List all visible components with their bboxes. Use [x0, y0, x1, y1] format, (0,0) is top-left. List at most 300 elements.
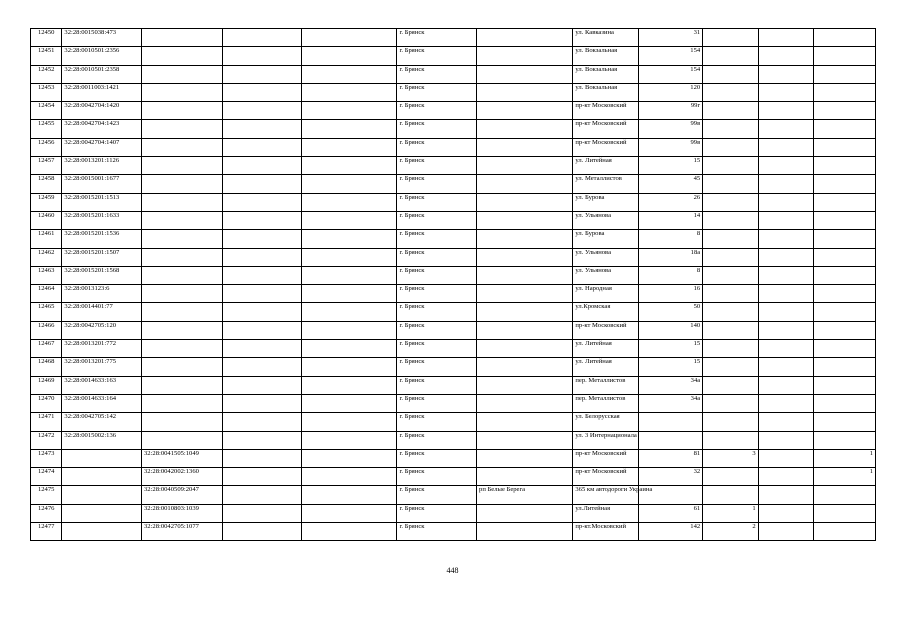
city-cell: г. Брянск	[397, 468, 477, 486]
city-cell: г. Брянск	[397, 211, 477, 229]
building-cadastral-number-cell: 32:28:0042705:1077	[141, 523, 222, 541]
count-cell-2	[814, 102, 876, 120]
house-number-cell: 34а	[639, 376, 703, 394]
empty-cell	[758, 47, 813, 65]
street-cell: пр-кт Московский	[573, 138, 639, 156]
house-number-cell: 8	[639, 266, 703, 284]
street-cell: 365 км автодороги Украина	[573, 486, 639, 504]
settlement-cell	[477, 175, 573, 193]
count-cell-2	[814, 230, 876, 248]
registry-table	[30, 28, 876, 541]
cadastral-number-cell	[62, 504, 142, 522]
count-cell	[703, 211, 758, 229]
house-number-cell: 61	[639, 504, 703, 522]
city-cell: г. Брянск	[397, 504, 477, 522]
building-cadastral-number-cell: 32:28:0041505:1049	[141, 449, 222, 467]
empty-cell	[222, 120, 302, 138]
empty-cell	[222, 431, 302, 449]
empty-cell	[302, 47, 397, 65]
empty-cell	[302, 321, 397, 339]
empty-cell	[302, 29, 397, 47]
empty-cell	[758, 504, 813, 522]
building-cadastral-number-cell: 32:28:0042002:1360	[141, 468, 222, 486]
row-number-cell: 12473	[31, 449, 62, 467]
city-cell: г. Брянск	[397, 65, 477, 83]
page-number: 448	[446, 566, 459, 575]
row-number-cell: 12476	[31, 504, 62, 522]
street-cell: ул. 3 Интернационала	[573, 431, 639, 449]
house-number-cell	[639, 413, 703, 431]
table-row	[31, 523, 876, 541]
house-number-cell: 18а	[639, 248, 703, 266]
city-cell: г. Брянск	[397, 248, 477, 266]
house-number-cell: 16	[639, 285, 703, 303]
empty-cell	[302, 102, 397, 120]
empty-cell	[302, 230, 397, 248]
empty-cell	[758, 138, 813, 156]
count-cell	[703, 193, 758, 211]
count-cell	[703, 138, 758, 156]
city-cell: г. Брянск	[397, 340, 477, 358]
empty-cell	[758, 120, 813, 138]
table-row	[31, 449, 876, 467]
city-cell: г. Брянск	[397, 449, 477, 467]
empty-cell	[302, 138, 397, 156]
settlement-cell	[477, 29, 573, 47]
cadastral-number-cell	[62, 468, 142, 486]
count-cell	[703, 65, 758, 83]
settlement-cell	[477, 230, 573, 248]
row-number-cell: 12471	[31, 413, 62, 431]
street-cell: ул. Вокзальная	[573, 83, 639, 101]
empty-cell	[302, 376, 397, 394]
count-cell-2	[814, 266, 876, 284]
street-cell: ул. Литейная	[573, 358, 639, 376]
count-cell-2	[814, 285, 876, 303]
empty-cell	[758, 193, 813, 211]
empty-cell	[302, 83, 397, 101]
table-row	[31, 65, 876, 83]
empty-cell	[222, 358, 302, 376]
house-number-cell: 99в	[639, 120, 703, 138]
settlement-cell	[477, 138, 573, 156]
empty-cell	[302, 358, 397, 376]
city-cell: г. Брянск	[397, 230, 477, 248]
empty-cell	[222, 138, 302, 156]
cadastral-number-cell: 32:28:0015201:1536	[62, 230, 142, 248]
count-cell-2	[814, 248, 876, 266]
row-number-cell: 12460	[31, 211, 62, 229]
building-cadastral-number-cell	[141, 321, 222, 339]
empty-cell	[222, 266, 302, 284]
building-cadastral-number-cell	[141, 303, 222, 321]
building-cadastral-number-cell: 32:28:0010803:1039	[141, 504, 222, 522]
empty-cell	[758, 394, 813, 412]
count-cell	[703, 266, 758, 284]
empty-cell	[222, 340, 302, 358]
street-cell: ул. Литейная	[573, 157, 639, 175]
empty-cell	[758, 468, 813, 486]
house-number-cell: 34а	[639, 394, 703, 412]
empty-cell	[302, 431, 397, 449]
empty-cell	[222, 523, 302, 541]
settlement-cell	[477, 394, 573, 412]
cadastral-number-cell: 32:28:0013201:772	[62, 340, 142, 358]
house-number-cell: 154	[639, 65, 703, 83]
count-cell	[703, 157, 758, 175]
street-cell: пер. Металлистов	[573, 376, 639, 394]
settlement-cell	[477, 248, 573, 266]
empty-cell	[758, 431, 813, 449]
empty-cell	[222, 83, 302, 101]
row-number-cell: 12451	[31, 47, 62, 65]
cadastral-number-cell: 32:28:0042705:120	[62, 321, 142, 339]
settlement-cell	[477, 47, 573, 65]
empty-cell	[302, 285, 397, 303]
house-number-cell: 140	[639, 321, 703, 339]
empty-cell	[222, 102, 302, 120]
empty-cell	[222, 376, 302, 394]
cadastral-number-cell: 32:28:0015201:1568	[62, 266, 142, 284]
empty-cell	[758, 83, 813, 101]
street-cell: пр-кт Московский	[573, 102, 639, 120]
table-row	[31, 120, 876, 138]
count-cell-2	[814, 65, 876, 83]
street-cell: ул.Литейная	[573, 504, 639, 522]
building-cadastral-number-cell	[141, 340, 222, 358]
empty-cell	[302, 449, 397, 467]
settlement-cell	[477, 340, 573, 358]
count-cell	[703, 230, 758, 248]
empty-cell	[758, 175, 813, 193]
empty-cell	[222, 157, 302, 175]
building-cadastral-number-cell	[141, 83, 222, 101]
building-cadastral-number-cell	[141, 175, 222, 193]
table-row	[31, 102, 876, 120]
count-cell	[703, 321, 758, 339]
table-row	[31, 431, 876, 449]
empty-cell	[758, 358, 813, 376]
street-cell: пр-кт Московский	[573, 120, 639, 138]
empty-cell	[222, 47, 302, 65]
count-cell-2	[814, 486, 876, 504]
count-cell-2	[814, 431, 876, 449]
building-cadastral-number-cell	[141, 47, 222, 65]
settlement-cell	[477, 211, 573, 229]
count-cell	[703, 413, 758, 431]
city-cell: г. Брянск	[397, 266, 477, 284]
city-cell: г. Брянск	[397, 523, 477, 541]
count-cell	[703, 47, 758, 65]
table-row	[31, 394, 876, 412]
cadastral-number-cell: 32:28:0042704:1423	[62, 120, 142, 138]
building-cadastral-number-cell	[141, 394, 222, 412]
table-row	[31, 376, 876, 394]
count-cell	[703, 486, 758, 504]
cadastral-number-cell: 32:28:0013201:775	[62, 358, 142, 376]
street-cell: пр-кт Московский	[573, 321, 639, 339]
row-number-cell: 12465	[31, 303, 62, 321]
count-cell-2	[814, 120, 876, 138]
count-cell	[703, 175, 758, 193]
empty-cell	[302, 394, 397, 412]
settlement-cell	[477, 523, 573, 541]
house-number-cell: 81	[639, 449, 703, 467]
building-cadastral-number-cell	[141, 65, 222, 83]
settlement-cell	[477, 102, 573, 120]
cadastral-number-cell: 32:28:0010501:2356	[62, 47, 142, 65]
building-cadastral-number-cell	[141, 376, 222, 394]
table-row	[31, 266, 876, 284]
house-number-cell: 154	[639, 47, 703, 65]
empty-cell	[302, 211, 397, 229]
empty-cell	[302, 193, 397, 211]
row-number-cell: 12459	[31, 193, 62, 211]
empty-cell	[758, 285, 813, 303]
empty-cell	[222, 29, 302, 47]
empty-cell	[222, 285, 302, 303]
count-cell	[703, 248, 758, 266]
street-cell: ул. Ульянова	[573, 266, 639, 284]
count-cell	[703, 29, 758, 47]
empty-cell	[222, 211, 302, 229]
city-cell: г. Брянск	[397, 29, 477, 47]
count-cell	[703, 102, 758, 120]
table-row	[31, 175, 876, 193]
empty-cell	[758, 157, 813, 175]
count-cell	[703, 468, 758, 486]
building-cadastral-number-cell	[141, 157, 222, 175]
empty-cell	[758, 413, 813, 431]
empty-cell	[758, 230, 813, 248]
cadastral-number-cell: 32:28:0042705:142	[62, 413, 142, 431]
empty-cell	[758, 376, 813, 394]
cadastral-number-cell: 32:28:0011003:1421	[62, 83, 142, 101]
table-row	[31, 486, 876, 504]
count-cell	[703, 285, 758, 303]
count-cell-2	[814, 321, 876, 339]
house-number-cell: 142	[639, 523, 703, 541]
cadastral-number-cell: 32:28:0014633:163	[62, 376, 142, 394]
building-cadastral-number-cell	[141, 211, 222, 229]
count-cell: 2	[703, 523, 758, 541]
count-cell	[703, 303, 758, 321]
street-cell: ул. Кавказина	[573, 29, 639, 47]
empty-cell	[302, 340, 397, 358]
building-cadastral-number-cell	[141, 193, 222, 211]
row-number-cell: 12474	[31, 468, 62, 486]
cadastral-number-cell: 32:28:0042704:1407	[62, 138, 142, 156]
table-row	[31, 303, 876, 321]
count-cell-2	[814, 303, 876, 321]
count-cell-2	[814, 175, 876, 193]
empty-cell	[758, 486, 813, 504]
row-number-cell: 12453	[31, 83, 62, 101]
cadastral-number-cell: 32:28:0010501:2358	[62, 65, 142, 83]
settlement-cell	[477, 285, 573, 303]
table-row	[31, 468, 876, 486]
building-cadastral-number-cell	[141, 248, 222, 266]
street-cell: пр-кт.Московский	[573, 523, 639, 541]
street-cell: пр-кт Московский	[573, 468, 639, 486]
count-cell	[703, 120, 758, 138]
street-cell: ул. Белорусская	[573, 413, 639, 431]
street-cell: ул.Кромская	[573, 303, 639, 321]
row-number-cell: 12470	[31, 394, 62, 412]
house-number-cell	[639, 431, 703, 449]
row-number-cell: 12461	[31, 230, 62, 248]
empty-cell	[222, 449, 302, 467]
count-cell-2	[814, 376, 876, 394]
count-cell	[703, 394, 758, 412]
house-number-cell: 45	[639, 175, 703, 193]
count-cell-2	[814, 29, 876, 47]
count-cell-2	[814, 523, 876, 541]
count-cell-2	[814, 193, 876, 211]
row-number-cell: 12464	[31, 285, 62, 303]
building-cadastral-number-cell	[141, 266, 222, 284]
row-number-cell: 12477	[31, 523, 62, 541]
empty-cell	[302, 120, 397, 138]
cadastral-number-cell	[62, 449, 142, 467]
cadastral-number-cell: 32:28:0015201:1513	[62, 193, 142, 211]
row-number-cell: 12452	[31, 65, 62, 83]
row-number-cell: 12450	[31, 29, 62, 47]
settlement-cell	[477, 83, 573, 101]
city-cell: г. Брянск	[397, 138, 477, 156]
empty-cell	[222, 303, 302, 321]
city-cell: г. Брянск	[397, 376, 477, 394]
empty-cell	[302, 266, 397, 284]
row-number-cell: 12463	[31, 266, 62, 284]
table-row	[31, 211, 876, 229]
count-cell-2	[814, 157, 876, 175]
empty-cell	[222, 175, 302, 193]
street-cell: ул. Вокзальная	[573, 47, 639, 65]
city-cell: г. Брянск	[397, 358, 477, 376]
row-number-cell: 12466	[31, 321, 62, 339]
table-row	[31, 248, 876, 266]
row-number-cell: 12475	[31, 486, 62, 504]
empty-cell	[302, 248, 397, 266]
settlement-cell	[477, 358, 573, 376]
empty-cell	[222, 468, 302, 486]
house-number-cell: 8	[639, 230, 703, 248]
count-cell-2	[814, 413, 876, 431]
empty-cell	[758, 340, 813, 358]
settlement-cell	[477, 266, 573, 284]
building-cadastral-number-cell: 32:28:0040509:2047	[141, 486, 222, 504]
count-cell-2	[814, 211, 876, 229]
cadastral-number-cell: 32:28:0042704:1420	[62, 102, 142, 120]
building-cadastral-number-cell	[141, 102, 222, 120]
settlement-cell	[477, 504, 573, 522]
settlement-cell	[477, 65, 573, 83]
empty-cell	[222, 504, 302, 522]
row-number-cell: 12467	[31, 340, 62, 358]
count-cell-2: 1	[814, 449, 876, 467]
house-number-cell: 99г	[639, 102, 703, 120]
empty-cell	[302, 504, 397, 522]
empty-cell	[302, 413, 397, 431]
building-cadastral-number-cell	[141, 29, 222, 47]
empty-cell	[758, 321, 813, 339]
cadastral-number-cell: 32:28:0015201:1507	[62, 248, 142, 266]
street-cell: ул. Литейная	[573, 340, 639, 358]
count-cell-2	[814, 504, 876, 522]
empty-cell	[302, 523, 397, 541]
empty-cell	[222, 394, 302, 412]
city-cell: г. Брянск	[397, 394, 477, 412]
count-cell-2	[814, 83, 876, 101]
row-number-cell: 12472	[31, 431, 62, 449]
table-row	[31, 138, 876, 156]
cadastral-number-cell	[62, 486, 142, 504]
count-cell-2	[814, 138, 876, 156]
house-number-cell: 31	[639, 29, 703, 47]
count-cell: 1	[703, 504, 758, 522]
building-cadastral-number-cell	[141, 358, 222, 376]
building-cadastral-number-cell	[141, 230, 222, 248]
street-cell: пер. Металлистов	[573, 394, 639, 412]
empty-cell	[758, 65, 813, 83]
house-number-cell: 15	[639, 358, 703, 376]
count-cell-2	[814, 47, 876, 65]
building-cadastral-number-cell	[141, 431, 222, 449]
street-cell: ул. Вокзальная	[573, 65, 639, 83]
count-cell-2	[814, 394, 876, 412]
settlement-cell	[477, 376, 573, 394]
cadastral-number-cell: 32:28:0013123:6	[62, 285, 142, 303]
settlement-cell	[477, 303, 573, 321]
count-cell	[703, 358, 758, 376]
empty-cell	[302, 65, 397, 83]
table-row	[31, 285, 876, 303]
empty-cell	[222, 193, 302, 211]
count-cell	[703, 340, 758, 358]
empty-cell	[222, 413, 302, 431]
table-row	[31, 193, 876, 211]
city-cell: г. Брянск	[397, 47, 477, 65]
city-cell: г. Брянск	[397, 83, 477, 101]
table-row	[31, 29, 876, 47]
settlement-cell: рп Белые Берега	[477, 486, 573, 504]
settlement-cell	[477, 193, 573, 211]
city-cell: г. Брянск	[397, 120, 477, 138]
cadastral-number-cell: 32:28:0015001:1677	[62, 175, 142, 193]
cadastral-number-cell	[62, 523, 142, 541]
empty-cell	[758, 266, 813, 284]
street-cell: ул. Металлистов	[573, 175, 639, 193]
table-row	[31, 321, 876, 339]
city-cell: г. Брянск	[397, 413, 477, 431]
empty-cell	[758, 29, 813, 47]
table-row	[31, 83, 876, 101]
city-cell: г. Брянск	[397, 303, 477, 321]
house-number-cell: 99в	[639, 138, 703, 156]
city-cell: г. Брянск	[397, 431, 477, 449]
street-cell: ул. Бурова	[573, 230, 639, 248]
settlement-cell	[477, 321, 573, 339]
count-cell-2: 1	[814, 468, 876, 486]
house-number-cell: 15	[639, 340, 703, 358]
empty-cell	[758, 449, 813, 467]
table-row	[31, 340, 876, 358]
empty-cell	[302, 303, 397, 321]
row-number-cell: 12457	[31, 157, 62, 175]
empty-cell	[758, 211, 813, 229]
house-number-cell: 50	[639, 303, 703, 321]
